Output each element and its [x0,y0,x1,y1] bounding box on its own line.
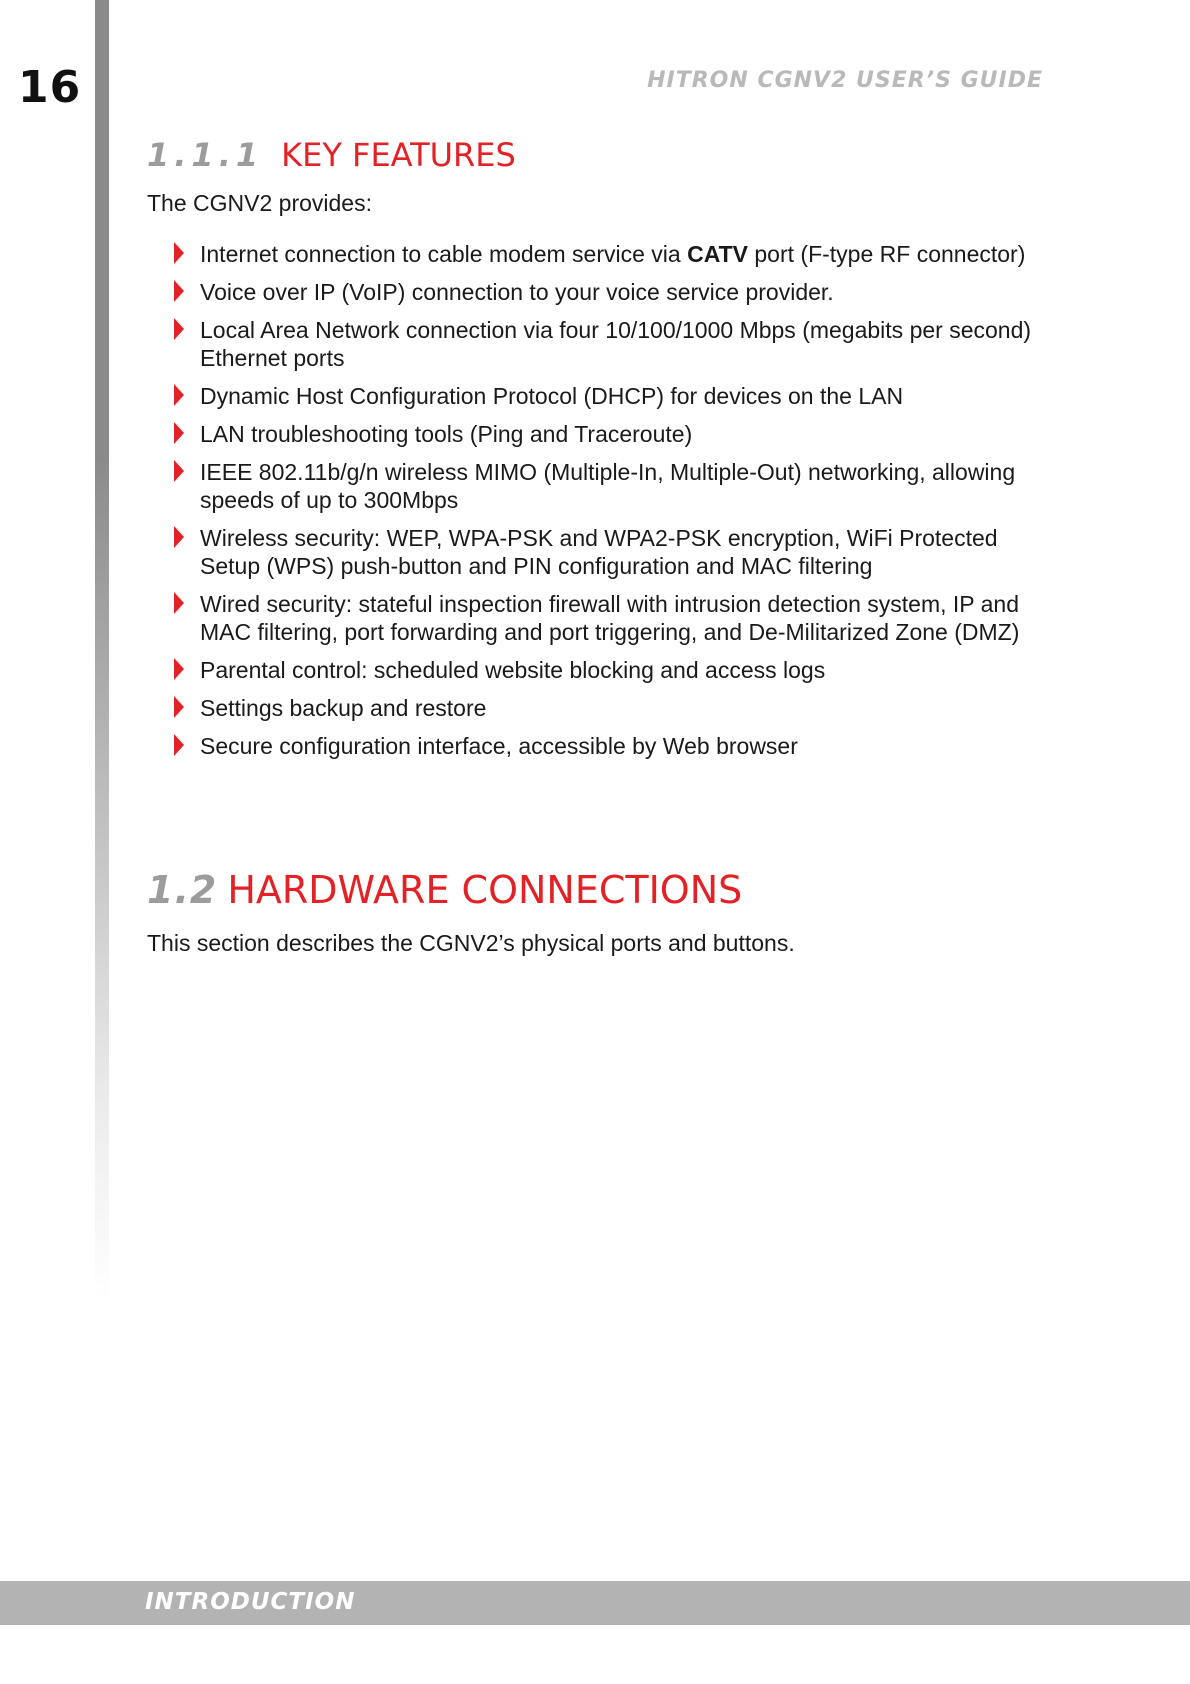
feature-text: Parental control: scheduled website blocking and access logs [200,657,826,683]
bullet-arrow-icon [174,280,184,302]
feature-text: Secure configuration interface, accessible by Web browser [200,733,798,759]
section-heading-hardware-connections [147,868,742,912]
feature-text: Voice over IP (VoIP) connection to your voice service provider. [200,279,834,305]
section-title: HARDWARE CONNECTIONS [227,868,743,912]
feature-text-continued: port (F-type RF connector) [748,241,1026,267]
bullet-arrow-icon [174,734,184,756]
feature-item [172,524,1052,580]
section-title: KEY FEATURES [281,136,516,174]
feature-item [172,420,1052,448]
feature-item [172,382,1052,410]
feature-text: IEEE 802.11b/g/n wireless MIMO (Multiple-In, Multiple-Out) networking, allowing speeds of up to 300Mbps [200,459,1016,513]
section-number: 1.1.1 [147,136,264,174]
feature-item [172,656,1052,684]
feature-item [172,732,1052,760]
bullet-arrow-icon [174,422,184,444]
bullet-arrow-icon [174,318,184,340]
feature-item [172,278,1052,306]
features-list [172,240,1052,770]
running-header: HITRON CGNV2 USER’S GUIDE [647,68,1043,93]
feature-item [172,458,1052,514]
bullet-arrow-icon [174,460,184,482]
bullet-arrow-icon [174,384,184,406]
bullet-arrow-icon [174,242,184,264]
side-gradient-bar [95,0,109,1300]
feature-text: LAN troubleshooting tools (Ping and Traceroute) [200,421,693,447]
feature-item [172,316,1052,372]
footer-chapter-label: INTRODUCTION [145,1589,356,1615]
feature-text: Wired security: stateful inspection firewall with intrusion detection system, IP and MAC filtering, port forwarding and port triggering, and De-Militarized Zone (DMZ) [200,591,1020,645]
feature-text: Wireless security: WEP, WPA-PSK and WPA2-PSK encryption, WiFi Protected Setup (WPS) push-button and PIN configuration and MAC filtering [200,525,998,579]
page-number: 16 [18,62,82,113]
hardware-intro-paragraph: This section describes the CGNV2’s physical ports and buttons. [147,930,795,956]
bullet-arrow-icon [174,658,184,680]
feature-bold-text: CATV [687,241,748,267]
bullet-arrow-icon [174,592,184,614]
feature-item [172,240,1052,268]
intro-paragraph: The CGNV2 provides: [147,190,372,216]
bullet-arrow-icon [174,696,184,718]
feature-text: Settings backup and restore [200,695,487,721]
feature-text: Internet connection to cable modem service via [200,241,688,267]
feature-text: Dynamic Host Configuration Protocol (DHCP) for devices on the LAN [200,383,904,409]
feature-item [172,694,1052,722]
section-number: 1.2 [147,868,218,912]
feature-item [172,590,1052,646]
bullet-arrow-icon [174,526,184,548]
section-heading-key-features [147,136,516,174]
feature-text: Local Area Network connection via four 10/100/1000 Mbps (megabits per second) Ethernet ports [200,317,1032,371]
